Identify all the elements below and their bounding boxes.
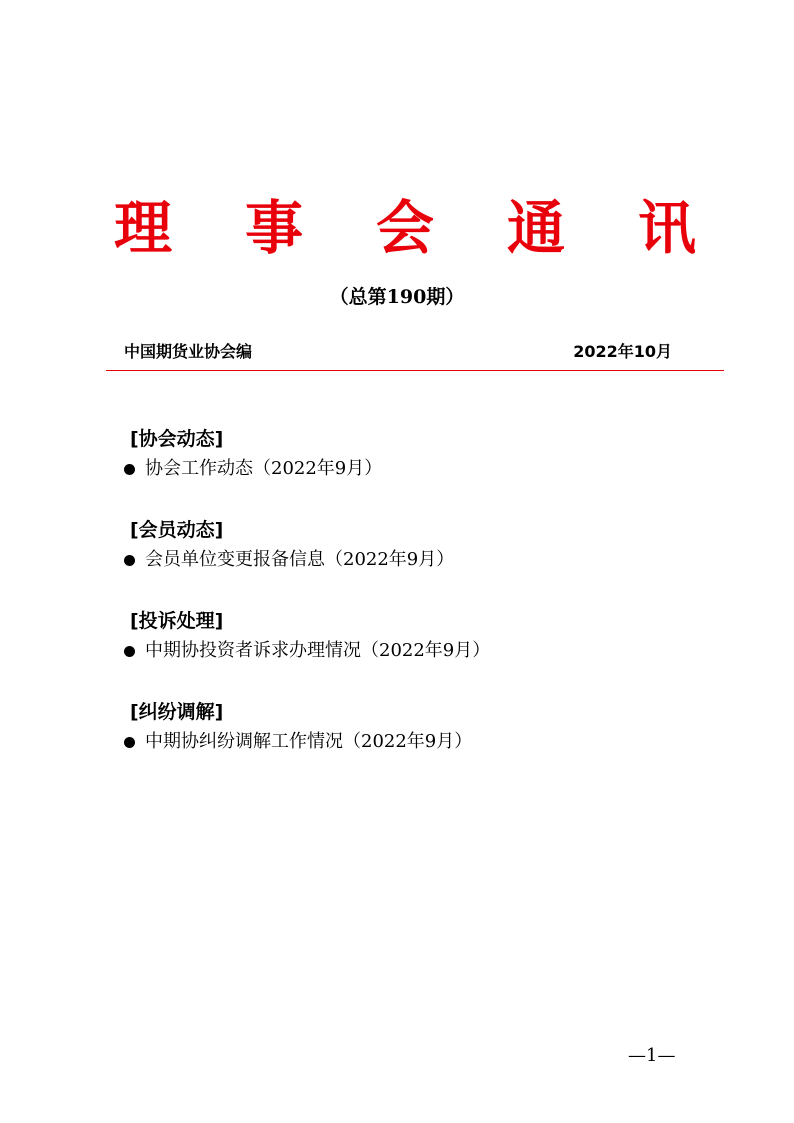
toc-section-complaints xyxy=(124,607,724,666)
title-char: 讯 xyxy=(637,194,696,262)
section-heading: [纠纷调解] xyxy=(130,701,224,723)
bullet-icon xyxy=(124,555,135,566)
title-char: 事 xyxy=(244,194,303,262)
toc-item-label: 中期协投资者诉求办理情况（2022年9月） xyxy=(145,640,491,661)
toc-section-member-news xyxy=(124,516,724,575)
toc-item[interactable] xyxy=(124,454,724,484)
toc-item[interactable] xyxy=(124,636,724,666)
editor-label: 中国期货业协会编 xyxy=(124,342,253,361)
table-of-contents xyxy=(124,425,724,789)
section-heading: [会员动态] xyxy=(130,519,224,541)
masthead-meta xyxy=(124,340,672,364)
newsletter-title xyxy=(110,188,700,268)
title-char: 理 xyxy=(113,194,172,262)
issue-number: （总第190期） xyxy=(329,286,465,308)
toc-item[interactable] xyxy=(124,727,724,757)
section-heading: [投诉处理] xyxy=(130,610,224,632)
bullet-icon xyxy=(124,646,135,657)
title-char: 通 xyxy=(506,194,565,262)
page-number: —1— xyxy=(628,1045,676,1066)
toc-item-label: 协会工作动态（2022年9月） xyxy=(145,458,383,479)
title-char: 会 xyxy=(375,194,434,262)
section-heading: [协会动态] xyxy=(130,428,224,450)
header-divider xyxy=(106,370,724,371)
bullet-icon xyxy=(124,737,135,748)
toc-item-label: 中期协纠纷调解工作情况（2022年9月） xyxy=(145,731,473,752)
toc-item[interactable] xyxy=(124,545,724,575)
toc-section-association-news xyxy=(124,425,724,484)
toc-item-label: 会员单位变更报备信息（2022年9月） xyxy=(145,549,455,570)
toc-section-dispute-mediation xyxy=(124,698,724,757)
publication-date: 2022年10月 xyxy=(573,342,672,361)
bullet-icon xyxy=(124,464,135,475)
